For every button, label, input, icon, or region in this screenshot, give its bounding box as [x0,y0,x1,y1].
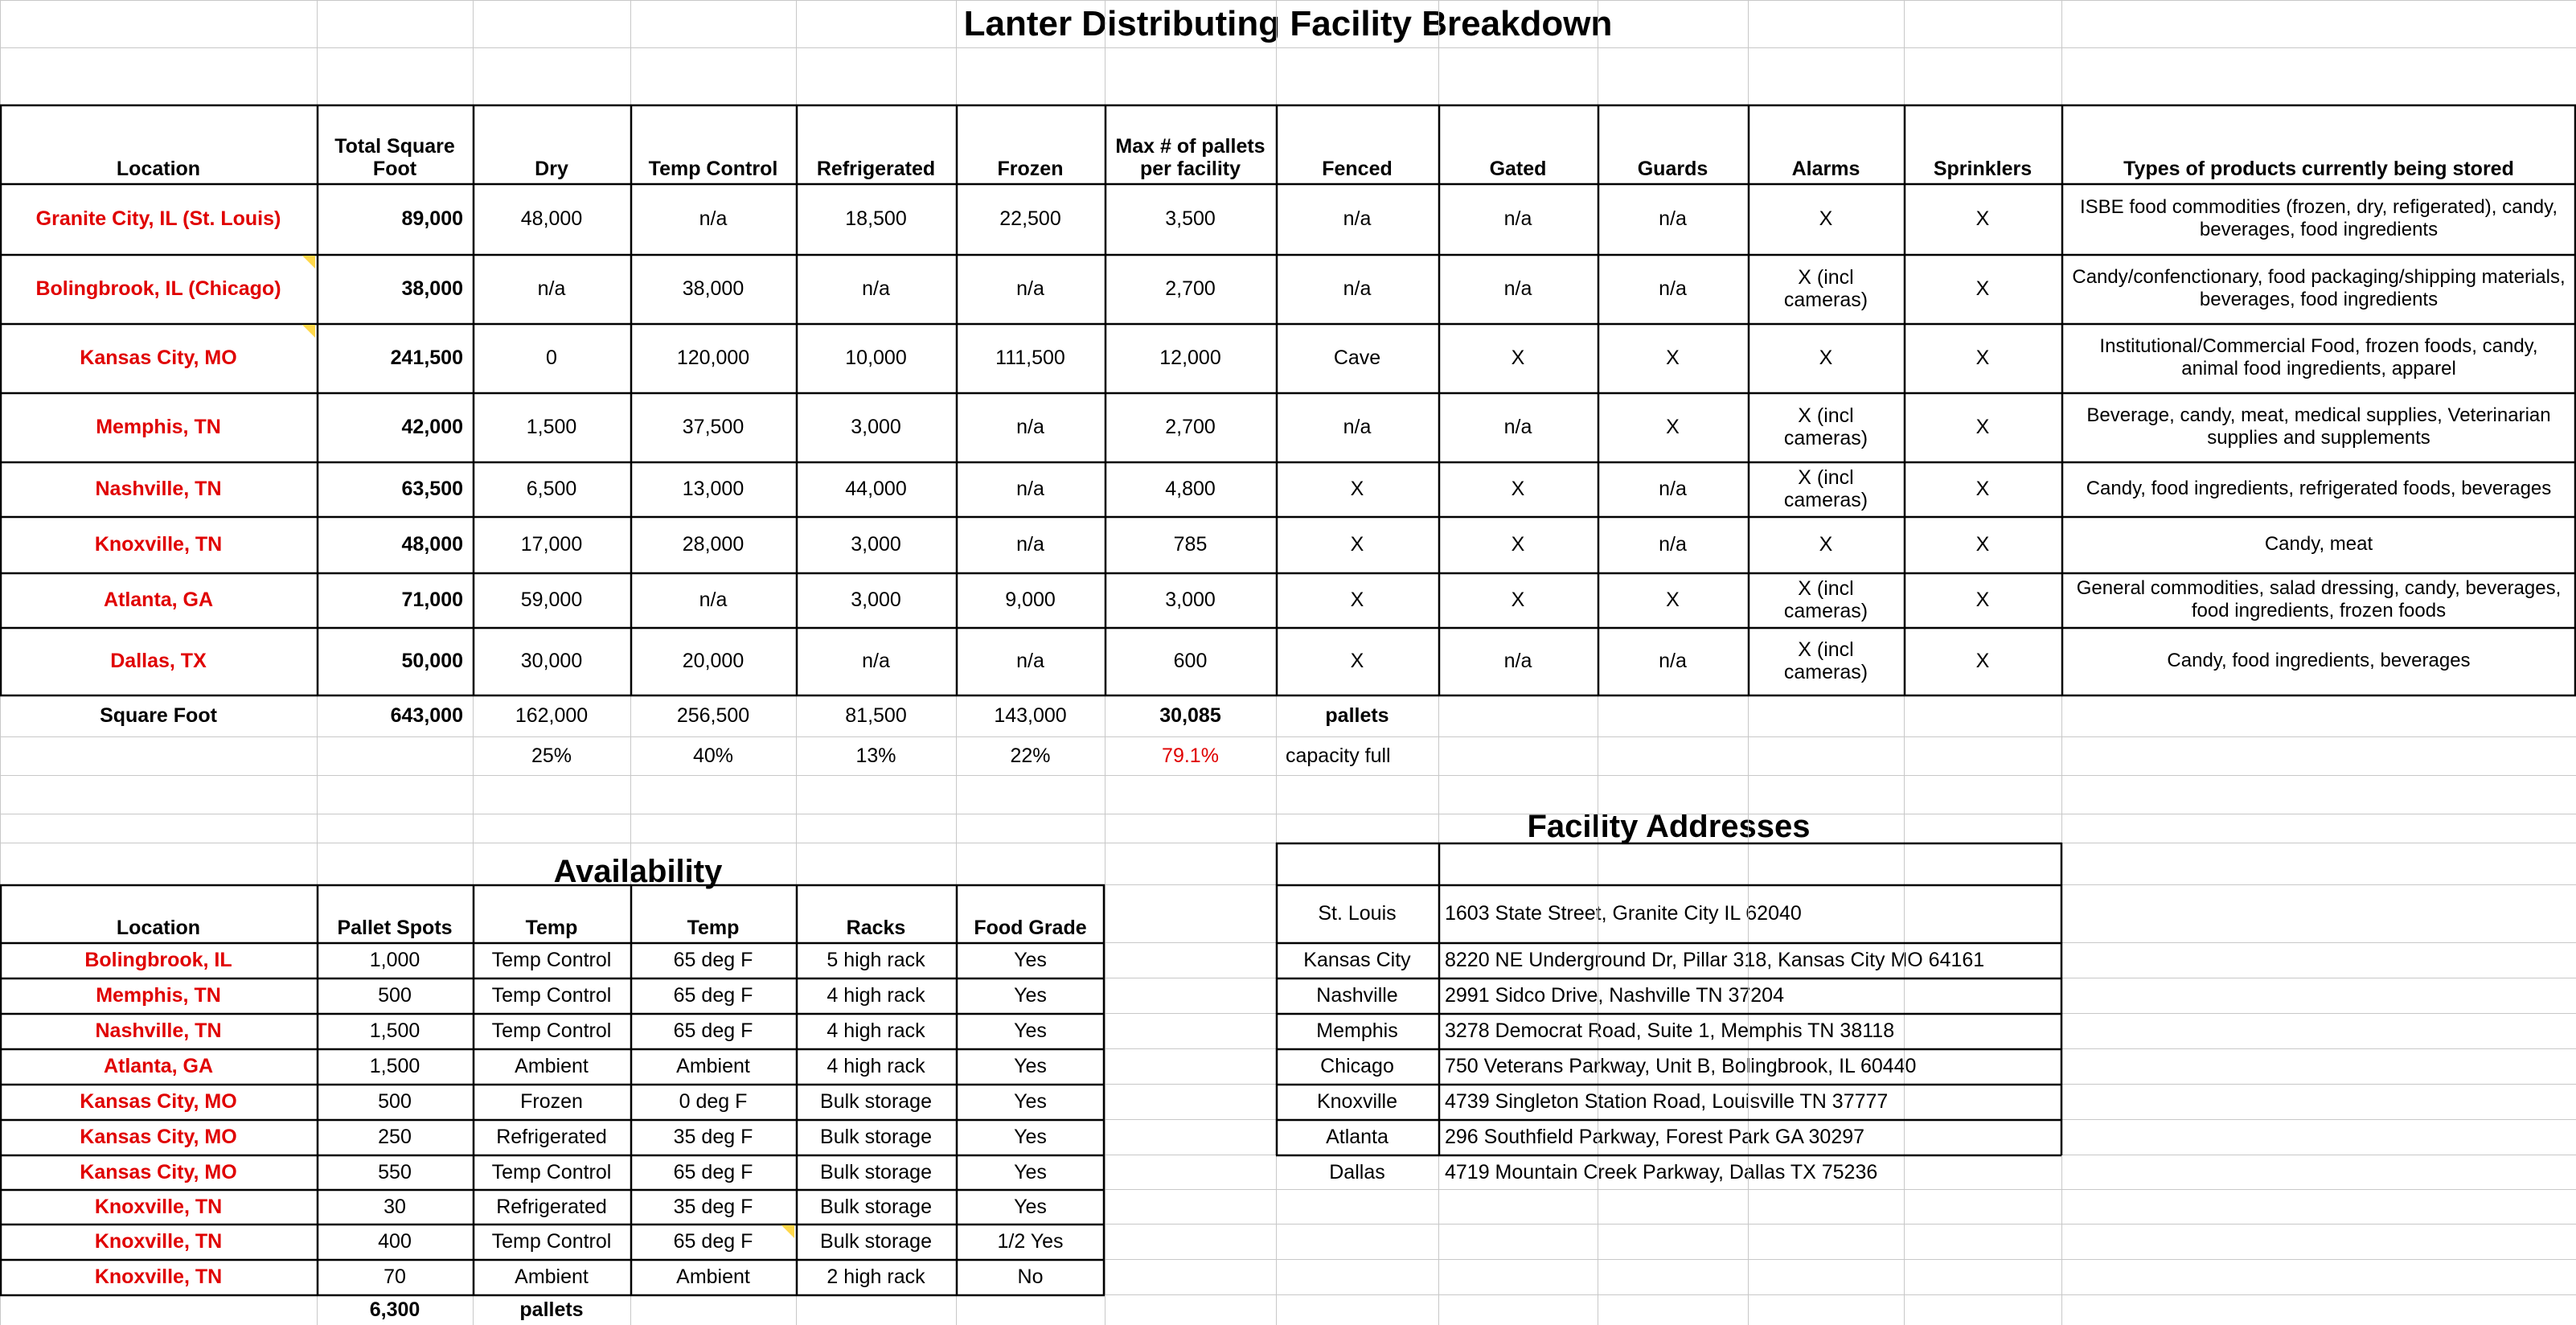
availability-cell: Ambient [515,1266,589,1288]
facility-location: Atlanta, GA [103,589,214,611]
breakdown-cell: Cave [1333,347,1381,369]
address-city: Dallas [1329,1160,1385,1183]
availability-cell: Bulk storage [820,1230,932,1253]
breakdown-cell: X [1511,533,1525,556]
totals-refrigerated: 81,500 [845,704,907,727]
facility-location: Dallas, TX [110,650,207,672]
breakdown-cell: 42,000 [401,416,463,438]
facility-location: Kansas City, MO [80,347,237,369]
availability-location: Kansas City, MO [80,1160,237,1183]
capacity-percent: 79.1% [1162,745,1219,767]
breakdown-header-11: Sprinklers [1933,158,2032,180]
breakdown-cell: X [1975,589,1990,611]
breakdown-cell: X [1975,347,1990,369]
breakdown-cell: 38,000 [682,277,744,300]
availability-cell: Temp Control [491,1019,612,1042]
percent-refrigerated: 13% [855,745,896,767]
breakdown-cell: n/a [1016,478,1044,500]
percent-dry: 25% [531,745,572,767]
breakdown-header-3: Temp Control [648,158,778,180]
availability-cell: Ambient [676,1055,750,1077]
breakdown-cell: 28,000 [682,533,744,556]
breakdown-cell: X [1819,347,1833,369]
breakdown-cell: X (incl cameras) [1783,404,1868,449]
breakdown-cell: 71,000 [401,589,463,611]
totals-dry: 162,000 [515,704,589,727]
availability-cell: Yes [1014,949,1047,971]
breakdown-cell: 241,500 [390,347,463,369]
availability-cell: Yes [1014,1019,1047,1042]
breakdown-header-1: Total Square Foot [334,135,455,180]
facility-location: Granite City, IL (St. Louis) [35,207,281,230]
cell-comment-indicator[interactable] [781,1225,794,1238]
breakdown-cell: n/a [1503,650,1532,672]
breakdown-cell: 20,000 [682,650,744,672]
availability-cell: 1,500 [369,1055,420,1077]
address-city: Chicago [1320,1055,1394,1077]
breakdown-cell: Candy, food ingredients, beverages [2167,650,2471,671]
totals-square-foot: 643,000 [390,704,463,727]
breakdown-cell: n/a [1503,416,1532,438]
breakdown-cell: 2,700 [1165,416,1216,438]
breakdown-cell: X (incl cameras) [1783,638,1868,683]
breakdown-cell: 63,500 [401,478,463,500]
address-street: 750 Veterans Parkway, Unit B, Bolingbrook, IL 60440 [1445,1055,1917,1077]
availability-location: Atlanta, GA [103,1055,214,1077]
breakdown-cell: X [1350,650,1364,672]
availability-header-4: Racks [846,917,906,939]
breakdown-cell: 600 [1173,650,1208,672]
capacity-label: capacity full [1286,745,1391,767]
breakdown-cell: Beverage, candy, meat, medical supplies, Veterinarian supplies and supplements [2086,404,2551,449]
breakdown-cell: n/a [862,277,890,300]
availability-cell: 400 [378,1230,412,1253]
availability-cell: 1,000 [369,949,420,971]
availability-cell: Refrigerated [496,1126,607,1148]
breakdown-cell: X [1819,207,1833,230]
address-street: 4719 Mountain Creek Parkway, Dallas TX 75236 [1445,1160,1878,1183]
breakdown-cell: 17,000 [520,533,583,556]
address-street: 296 Southfield Parkway, Forest Park GA 30297 [1445,1126,1865,1148]
breakdown-cell: 6,500 [526,478,577,500]
availability-cell: Bulk storage [820,1126,932,1148]
availability-cell: 500 [378,984,412,1007]
availability-cell: Yes [1014,984,1047,1007]
breakdown-cell: n/a [1016,650,1044,672]
facility-location: Memphis, TN [96,416,221,438]
page-title: Lanter Distributing Facility Breakdown [963,3,1613,43]
breakdown-cell: 3,500 [1165,207,1216,230]
breakdown-cell: 4,800 [1165,478,1216,500]
breakdown-cell: 59,000 [520,589,583,611]
breakdown-cell: 0 [546,347,557,369]
availability-cell: 1,500 [369,1019,420,1042]
availability-location: Nashville, TN [95,1019,222,1042]
breakdown-cell: X [1350,589,1364,611]
address-city: Atlanta [1326,1126,1388,1148]
breakdown-cell: X (incl cameras) [1783,266,1868,311]
availability-location: Knoxville, TN [94,1195,223,1218]
totals-pallets: 30,085 [1159,704,1221,727]
availability-cell: 2 high rack [827,1266,925,1288]
breakdown-cell: 44,000 [845,478,907,500]
breakdown-header-12: Types of products currently being stored [2123,158,2514,180]
breakdown-cell: 120,000 [676,347,750,369]
availability-cell: 30 [384,1195,406,1218]
availability-cell: Bulk storage [820,1090,932,1113]
availability-cell: Temp Control [491,984,612,1007]
availability-cell: Frozen [520,1090,583,1113]
availability-cell: 1/2 Yes [997,1230,1064,1253]
breakdown-cell: 12,000 [1159,347,1221,369]
breakdown-cell: X (incl cameras) [1783,466,1868,511]
availability-title: Availability [553,854,723,889]
totals-temp-control: 256,500 [676,704,750,727]
availability-cell: 5 high rack [827,949,925,971]
breakdown-cell: 30,000 [520,650,583,672]
breakdown-header-5: Frozen [997,158,1064,180]
breakdown-cell: General commodities, salad dressing, candy, beverages, food ingredients, frozen foods [2076,577,2562,621]
breakdown-cell: X [1666,347,1680,369]
totals-pallets-label: pallets [1325,704,1389,727]
availability-cell: Yes [1014,1126,1047,1148]
breakdown-cell: X [1975,533,1990,556]
breakdown-cell: n/a [1016,533,1044,556]
facility-location: Bolingbrook, IL (Chicago) [35,277,281,300]
availability-cell: 500 [378,1090,412,1113]
breakdown-cell: X (incl cameras) [1783,577,1868,622]
percent-frozen: 22% [1010,745,1051,767]
breakdown-cell: n/a [1659,650,1687,672]
breakdown-cell: Candy/confenctionary, food packaging/shipping materials, beverages, food ingredients [2072,266,2566,310]
breakdown-cell: 3,000 [851,533,901,556]
breakdown-cell: X [1975,277,1990,300]
cell-comment-indicator[interactable] [302,325,315,338]
breakdown-cell: Candy, meat [2264,533,2373,555]
facility-location: Knoxville, TN [94,533,223,556]
address-street: 3278 Democrat Road, Suite 1, Memphis TN 38118 [1445,1019,1895,1042]
availability-cell: Ambient [676,1266,750,1288]
availability-location: Kansas City, MO [80,1126,237,1148]
breakdown-cell: 3,000 [851,416,901,438]
address-street: 8220 NE Underground Dr, Pillar 318, Kansas City MO 64161 [1445,949,1985,971]
breakdown-cell: 37,500 [682,416,744,438]
breakdown-cell: X [1350,533,1364,556]
breakdown-cell: ISBE food commodities (frozen, dry, refigerated), candy, beverages, food ingredients [2079,196,2558,240]
breakdown-cell: 48,000 [520,207,583,230]
breakdown-cell: n/a [537,277,566,300]
breakdown-cell: 22,500 [999,207,1061,230]
breakdown-header-9: Guards [1637,158,1708,180]
breakdown-cell: X [1350,478,1364,500]
breakdown-cell: n/a [1016,277,1044,300]
breakdown-cell: n/a [1659,207,1687,230]
address-street: 1603 State Street, Granite City IL 62040 [1445,902,1802,925]
breakdown-cell: Institutional/Commercial Food, frozen foods, candy, animal food ingredients, apparel [2099,335,2538,379]
address-street: 4739 Singleton Station Road, Louisville TN 37777 [1445,1090,1889,1113]
breakdown-cell: n/a [862,650,890,672]
availability-cell: No [1017,1266,1044,1288]
breakdown-cell: 3,000 [1165,589,1216,611]
breakdown-cell: X [1511,347,1525,369]
availability-location: Memphis, TN [96,984,221,1007]
breakdown-cell: 13,000 [682,478,744,500]
breakdown-header-8: Gated [1489,158,1547,180]
availability-header-0: Location [116,917,201,939]
address-city: Memphis [1316,1019,1398,1042]
availability-cell: 0 deg F [679,1090,748,1113]
availability-location: Bolingbrook, IL [84,949,232,971]
availability-cell: 35 deg F [673,1195,753,1218]
breakdown-header-10: Alarms [1791,158,1860,180]
breakdown-cell: 89,000 [401,207,463,230]
breakdown-cell: Candy, food ingredients, refrigerated foods, beverages [2086,478,2552,499]
breakdown-cell: n/a [699,207,728,230]
availability-location: Kansas City, MO [80,1090,237,1113]
breakdown-cell: n/a [1343,207,1372,230]
breakdown-header-4: Refrigerated [816,158,936,180]
availability-cell: 4 high rack [827,984,925,1007]
breakdown-cell: X [1975,207,1990,230]
breakdown-header-0: Location [116,158,201,180]
addresses-title: Facility Addresses [1527,809,1811,844]
breakdown-cell: X [1975,416,1990,438]
percent-temp-control: 40% [692,745,734,767]
breakdown-cell: n/a [1659,277,1687,300]
breakdown-cell: n/a [1503,207,1532,230]
availability-cell: 250 [378,1126,412,1148]
availability-cell: Yes [1014,1090,1047,1113]
breakdown-cell: n/a [1016,416,1044,438]
availability-location: Knoxville, TN [94,1266,223,1288]
totals-frozen: 143,000 [994,704,1067,727]
availability-cell: 70 [384,1266,406,1288]
breakdown-header-2: Dry [535,158,568,180]
breakdown-cell: 3,000 [851,589,901,611]
breakdown-cell: 111,500 [995,347,1065,369]
breakdown-cell: n/a [1503,277,1532,300]
breakdown-cell: 18,500 [845,207,907,230]
availability-cell: Refrigerated [496,1195,607,1218]
availability-cell: Bulk storage [820,1160,932,1183]
totals-label: Square Foot [100,704,217,727]
availability-cell: 4 high rack [827,1055,925,1077]
address-city: St. Louis [1318,902,1397,925]
address-city: Kansas City [1303,949,1411,971]
availability-location: Knoxville, TN [94,1230,223,1253]
availability-cell: 35 deg F [673,1126,753,1148]
breakdown-cell: n/a [699,589,728,611]
cell-comment-indicator[interactable] [302,256,315,269]
address-street: 2991 Sidco Drive, Nashville TN 37204 [1445,984,1784,1007]
availability-total-label: pallets [519,1298,584,1321]
breakdown-cell: 48,000 [401,533,463,556]
breakdown-cell: 2,700 [1165,277,1216,300]
availability-header-3: Temp [687,917,740,939]
availability-header-1: Pallet Spots [337,917,453,939]
breakdown-cell: X [1975,478,1990,500]
availability-cell: 550 [378,1160,412,1183]
breakdown-cell: n/a [1343,277,1372,300]
breakdown-cell: X [1975,650,1990,672]
breakdown-cell: X [1819,533,1833,556]
availability-cell: 4 high rack [827,1019,925,1042]
address-city: Nashville [1316,984,1398,1007]
availability-total: 6,300 [369,1298,420,1321]
availability-cell: Yes [1014,1195,1047,1218]
availability-header-2: Temp [525,917,578,939]
breakdown-header-7: Fenced [1322,158,1393,180]
breakdown-cell: n/a [1659,533,1687,556]
availability-cell: Yes [1014,1055,1047,1077]
breakdown-cell: X [1666,416,1680,438]
availability-cell: 65 deg F [673,949,753,971]
breakdown-header-6: Max # of pallets per facility [1115,135,1265,180]
availability-cell: Temp Control [491,949,612,971]
breakdown-cell: 10,000 [845,347,907,369]
address-city: Knoxville [1316,1090,1398,1113]
availability-cell: Ambient [515,1055,589,1077]
availability-header-5: Food Grade [974,917,1087,939]
breakdown-cell: n/a [1343,416,1372,438]
breakdown-cell: 9,000 [1005,589,1056,611]
availability-cell: 65 deg F [673,1230,753,1253]
availability-cell: 65 deg F [673,984,753,1007]
facility-location: Nashville, TN [95,478,222,500]
breakdown-cell: 785 [1173,533,1208,556]
breakdown-cell: 38,000 [401,277,463,300]
availability-cell: Temp Control [491,1160,612,1183]
breakdown-cell: n/a [1659,478,1687,500]
availability-cell: 65 deg F [673,1019,753,1042]
availability-cell: Bulk storage [820,1195,932,1218]
breakdown-cell: X [1666,589,1680,611]
breakdown-cell: 1,500 [526,416,577,438]
availability-cell: Temp Control [491,1230,612,1253]
availability-cell: Yes [1014,1160,1047,1183]
availability-cell: 65 deg F [673,1160,753,1183]
breakdown-cell: 50,000 [401,650,463,672]
breakdown-cell: X [1511,478,1525,500]
breakdown-cell: X [1511,589,1525,611]
